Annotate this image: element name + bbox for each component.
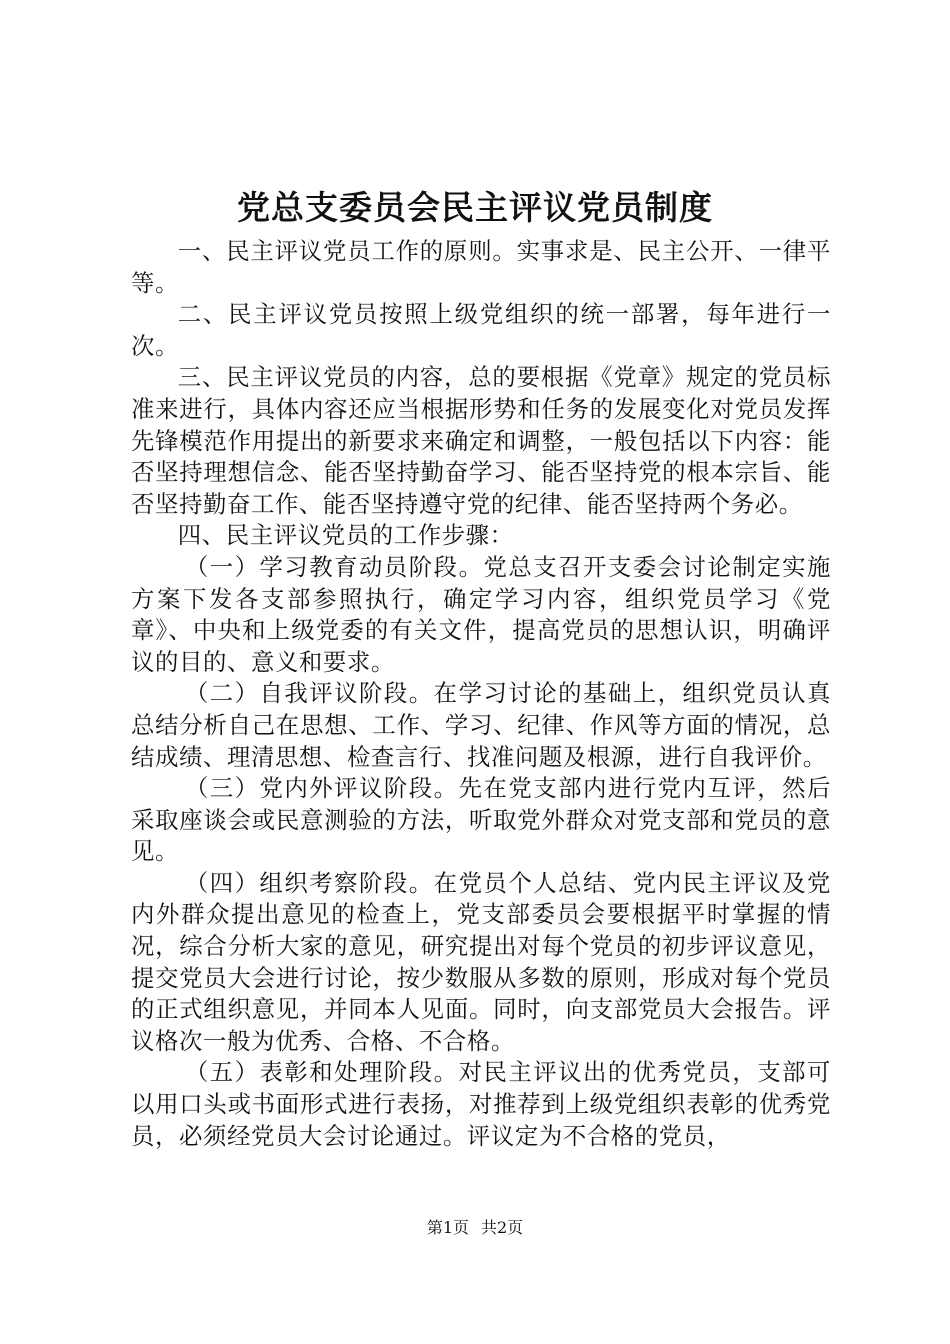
paragraph-step-1: （一）学习教育动员阶段。党总支召开支委会讨论制定实施方案下发各支部参照执行，确定学习内容，组织党员学习《党章》、中央和上级党委的有关文件，提高党员的思想认识，明确评议的目的、意义和要求。 (131, 552, 831, 676)
paragraph-steps-heading: 四、民主评议党员的工作步骤： (177, 521, 514, 550)
page-footer (0, 1217, 950, 1239)
paragraph-step-4: （四）组织考察阶段。在党员个人总结、党内民主评议及党内外群众提出意见的检查上，党支部委员会要根据平时掌握的情况，综合分析大家的意见，研究提出对每个党员的初步评议意见，提交党员大会进行讨论，按少数服从多数的原则，形成对每个党员的正式组织意见，并同本人见面。同时，向支部党员大会报告。评议格次一般为优秀、合格、不合格。 (131, 868, 831, 1055)
document-title: 党总支委员会民主评议党员制度 (237, 188, 713, 227)
paragraph-principle: 一、民主评议党员工作的原则。实事求是、民主公开、一律平等。 (131, 237, 831, 297)
paragraph-step-3: （三）党内外评议阶段。先在党支部内进行党内互评，然后采取座谈会或民意测验的方法，听取党外群众对党支部和党员的意见。 (131, 774, 831, 866)
paragraph-step-2: （二）自我评议阶段。在学习讨论的基础上，组织党员认真总结分析自己在思想、工作、学习、纪律、作风等方面的情况，总结成绩、理清思想、检查言行、找准问题及根源，进行自我评价。 (131, 679, 831, 771)
paragraph-frequency: 二、民主评议党员按照上级党组织的统一部署，每年进行一次。 (131, 300, 831, 360)
paragraph-content: 三、民主评议党员的内容，总的要根据《党章》规定的党员标准来进行，具体内容还应当根据形势和任务的发展变化对党员发挥先锋模范作用提出的新要求来确定和调整，一般包括以下内容：能否坚持理想信念、能否坚持勤奋学习、能否坚持党的根本宗旨、能否坚持勤奋工作、能否坚持遵守党的纪律、能否坚持两个务必。 (131, 363, 831, 518)
page-number: 第1页 (426, 1218, 469, 1237)
paragraph-step-5: （五）表彰和处理阶段。对民主评议出的优秀党员，支部可以用口头或书面形式进行表扬，对推荐到上级党组织表彰的优秀党员，必须经党员大会讨论通过。评议定为不合格的党员， (131, 1058, 831, 1150)
document-body (131, 236, 831, 1152)
page-total: 共2页 (481, 1218, 524, 1237)
